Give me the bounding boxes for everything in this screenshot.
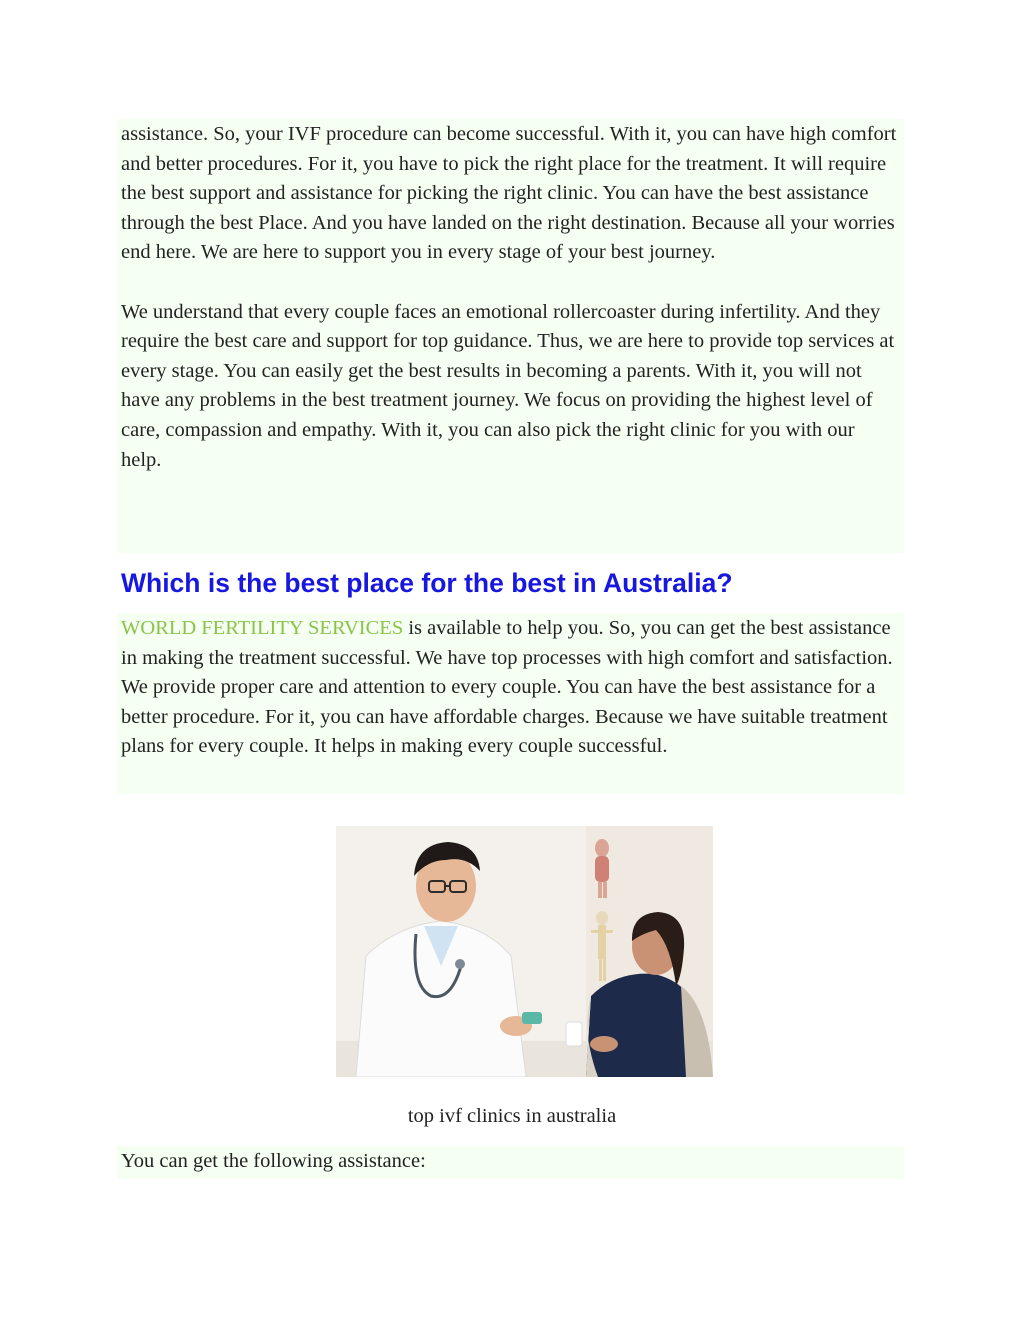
paragraph-services: [121, 614, 900, 762]
paragraph-services-body: is available to help you. So, you can get the best assistance in making the treatment successful. We have top processes with high comfort and satisfaction. We provide proper care and attention to every couple. You can have the best assistance for a better procedure. For it, you can have affordable charges. Because we have suitable treatment plans for every couple. It helps in making every couple successful.: [121, 617, 893, 758]
doctor-patient-illustration: [336, 826, 713, 1077]
text-block-assistance: [117, 1146, 904, 1179]
world-fertility-services-link[interactable]: WORLD FERTILITY SERVICES: [121, 617, 404, 639]
text-block-services: [117, 613, 904, 794]
paragraph-understanding: We understand that every couple faces an emotional rollercoaster during infertility. And they require the best care and support for top guidance. Thus, we are here to provide top services at every stage. You can easily get the best results in becoming a parents. With it, you will not have any problems in the best treatment journey. We focus on providing the highest level of care, compassion and empathy. With it, you can also pick the right clinic for you with our help.: [121, 300, 895, 471]
figure-caption: top ivf clinics in australia: [407, 1105, 617, 1127]
text-block-intro: [117, 119, 904, 553]
doctor-patient-photo: [336, 826, 713, 1077]
section-heading: Which is the best place for the best in Australia?: [121, 568, 733, 598]
paragraph-assistance: You can get the following assistance:: [121, 1150, 426, 1172]
paragraph-intro: assistance. So, your IVF procedure can become successful. With it, you can have high comfort and better procedures. For it, you have to pick the right place for the treatment. It will require the best support and assistance for picking the right clinic. You can have the best assistance through the best Place. And you have landed on the right destination. Because all your worries end here. We are here to support you in every stage of your best journey.: [121, 123, 897, 264]
